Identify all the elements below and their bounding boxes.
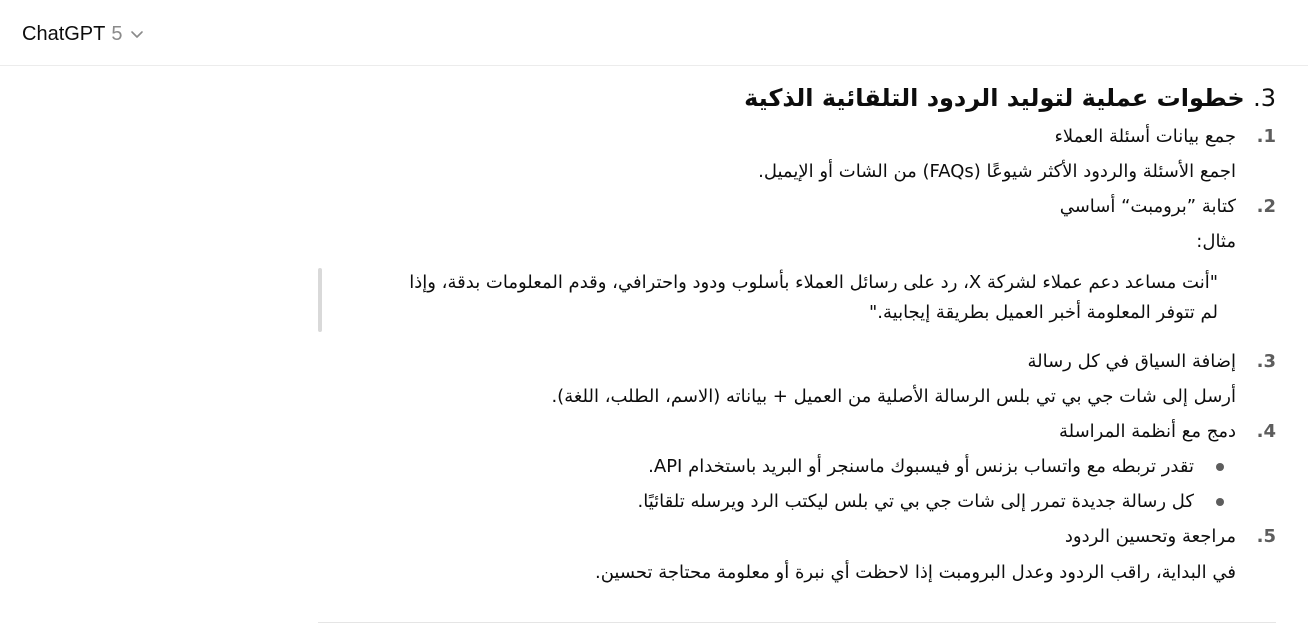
step-4-bullet-1: تقدر تربطه مع واتساب بزنس أو فيسبوك ماسنجر أو البريد باستخدام API. xyxy=(648,456,1194,477)
bullet-dot xyxy=(1216,498,1224,506)
step-5-title: مراجعة وتحسين الردود xyxy=(1064,526,1236,547)
step-1-body: اجمع الأسئلة والردود الأكثر شيوعًا (FAQs) من الشات أو الإيميل. xyxy=(758,161,1236,182)
step-5-number: 5. xyxy=(1256,526,1276,547)
model-version: 5 xyxy=(111,22,123,45)
blockquote-bar xyxy=(318,268,322,332)
step-1-number: 1. xyxy=(1256,126,1276,147)
heading-text: خطوات عملية لتوليد الردود التلقائية الذكية xyxy=(744,84,1245,112)
chevron-down-icon xyxy=(130,27,144,41)
blockquote-line-1: "أنت مساعد دعم عملاء لشركة X، رد على رسائل العملاء بأسلوب ودود واحترافي، وقدم المعلومات بدقة، وإذا xyxy=(409,272,1218,293)
top-bar xyxy=(0,0,1308,66)
bullet-dot xyxy=(1216,463,1224,471)
heading-number: 3. xyxy=(1253,84,1276,112)
blockquote-line-2: لم تتوفر المعلومة أخبر العميل بطريقة إيجابية." xyxy=(868,302,1218,323)
step-2-body: مثال: xyxy=(1196,231,1236,252)
step-4-number: 4. xyxy=(1256,421,1276,442)
step-1-title: جمع بيانات أسئلة العملاء xyxy=(1054,126,1236,147)
step-3-body: أرسل إلى شات جي بي تي بلس الرسالة الأصلية من العميل + بياناته (الاسم، الطلب، اللغة). xyxy=(551,386,1236,407)
model-name: ChatGPT xyxy=(22,22,106,45)
step-3-number: 3. xyxy=(1256,351,1276,372)
step-2-title: كتابة ”برومبت“ أساسي xyxy=(1059,196,1236,217)
model-selector-button[interactable] xyxy=(12,18,154,50)
assistant-message xyxy=(318,66,1276,631)
step-4-title: دمج مع أنظمة المراسلة xyxy=(1058,421,1236,442)
step-5-body: في البداية، راقب الردود وعدل البرومبت إذا لاحظت أي نبرة أو معلومة محتاجة تحسين. xyxy=(595,562,1236,583)
step-4-bullet-2: كل رسالة جديدة تمرر إلى شات جي بي تي بلس ليكتب الرد ويرسله تلقائيًا. xyxy=(637,491,1194,512)
step-2-number: 2. xyxy=(1256,196,1276,217)
step-3-title: إضافة السياق في كل رسالة xyxy=(1027,351,1236,372)
blockquote xyxy=(360,268,1218,328)
section-heading xyxy=(744,82,1276,114)
section-divider xyxy=(318,622,1276,623)
